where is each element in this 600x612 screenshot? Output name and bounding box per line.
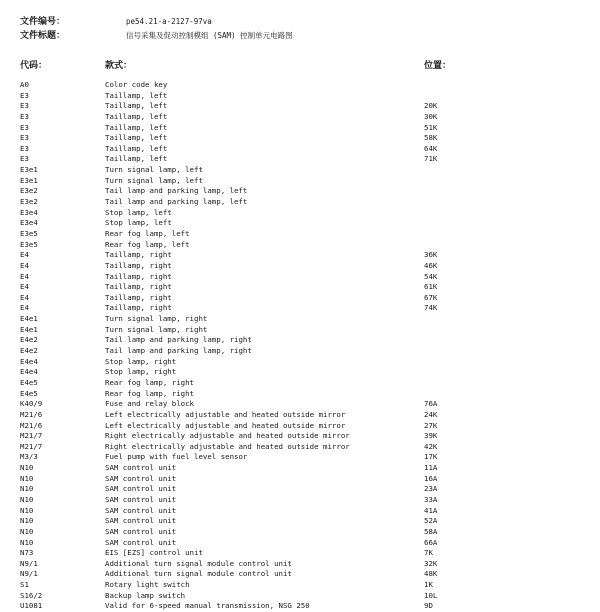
component-description: SAM control unit: [105, 484, 177, 494]
component-position: 66A: [424, 537, 438, 547]
table-row: [0, 399, 600, 410]
component-description: Turn signal lamp, right: [105, 324, 208, 334]
component-code: N10: [20, 463, 34, 473]
component-description: Taillamp, left: [105, 122, 168, 132]
component-description: Additional turn signal module control unit: [105, 558, 292, 568]
doc-number-value: pe54.21-a-2127-97va: [126, 17, 212, 26]
component-code: S16/2: [20, 590, 43, 600]
component-description: SAM control unit: [105, 473, 177, 483]
table-row: [0, 218, 600, 229]
column-header-position: 位置：: [424, 61, 452, 71]
component-description: Rear fog lamp, right: [105, 377, 194, 387]
component-description: Taillamp, left: [105, 101, 168, 111]
component-description: Taillamp, right: [105, 303, 172, 313]
component-description: Taillamp, left: [105, 90, 168, 100]
component-description: Fuse and relay block: [105, 399, 194, 409]
component-description: Taillamp, left: [105, 143, 168, 153]
component-code: E3: [20, 122, 29, 132]
table-row: [0, 293, 600, 304]
component-code: E4e2: [20, 335, 38, 345]
component-position: 17K: [424, 452, 438, 462]
table-row: [0, 186, 600, 197]
component-position: 30K: [424, 111, 438, 121]
component-position: 16A: [424, 473, 438, 483]
table-row: [0, 442, 600, 453]
component-position: 24K: [424, 409, 438, 419]
component-position: 48K: [424, 569, 438, 579]
table-row: [0, 335, 600, 346]
component-description: Turn signal lamp, left: [105, 175, 203, 185]
component-code: E3: [20, 111, 29, 121]
component-code: N10: [20, 526, 34, 536]
table-row: [0, 133, 600, 144]
table-row: [0, 261, 600, 272]
table-row: [0, 463, 600, 474]
component-position: 67K: [424, 292, 438, 302]
component-description: Stop lamp, left: [105, 207, 172, 217]
component-description: SAM control unit: [105, 537, 177, 547]
component-code: E3: [20, 101, 29, 111]
component-code: E3e4: [20, 207, 38, 217]
table-row: [0, 580, 600, 591]
component-description: Tail lamp and parking lamp, right: [105, 346, 252, 356]
table-row: [0, 591, 600, 602]
table-row: [0, 80, 600, 91]
component-code: E4: [20, 271, 29, 281]
component-description: Right electrically adjustable and heated outside mirror: [105, 431, 350, 441]
table-row: [0, 538, 600, 549]
table-row: [0, 250, 600, 261]
component-position: 27K: [424, 420, 438, 430]
table-row: [0, 431, 600, 442]
component-position: 42K: [424, 441, 438, 451]
table-row: [0, 452, 600, 463]
component-code: E3e1: [20, 175, 38, 185]
component-code: E3: [20, 154, 29, 164]
component-description: Left electrically adjustable and heated outside mirror: [105, 420, 346, 430]
component-description: Tail lamp and parking lamp, left: [105, 186, 248, 196]
component-description: SAM control unit: [105, 505, 177, 515]
component-code: E4: [20, 292, 29, 302]
component-description: Turn signal lamp, left: [105, 165, 203, 175]
table-row: [0, 559, 600, 570]
table-row: [0, 346, 600, 357]
component-description: Stop lamp, left: [105, 218, 172, 228]
component-code: E3: [20, 90, 29, 100]
column-header-description: 款式：: [105, 61, 133, 71]
component-code: M21/7: [20, 441, 43, 451]
table-row: [0, 314, 600, 325]
component-code: E4e4: [20, 356, 38, 366]
component-description: SAM control unit: [105, 526, 177, 536]
component-code: E4e2: [20, 346, 38, 356]
table-row: [0, 474, 600, 485]
component-position: 46K: [424, 260, 438, 270]
component-position: 64K: [424, 143, 438, 153]
component-code: N10: [20, 484, 34, 494]
component-code: M21/6: [20, 420, 43, 430]
table-row: [0, 378, 600, 389]
component-code: E3e2: [20, 186, 38, 196]
component-description: SAM control unit: [105, 516, 177, 526]
component-description: Rotary light switch: [105, 580, 190, 590]
component-code: E4: [20, 282, 29, 292]
component-description: Tail lamp and parking lamp, left: [105, 197, 248, 207]
component-code: N9/1: [20, 569, 38, 579]
component-code: E3: [20, 133, 29, 143]
component-description: SAM control unit: [105, 494, 177, 504]
component-code: E4e1: [20, 324, 38, 334]
table-row: [0, 154, 600, 165]
component-position: 54K: [424, 271, 438, 281]
table-row: [0, 357, 600, 368]
component-code: E4e5: [20, 388, 38, 398]
component-description: Fuel pump with fuel level sensor: [105, 452, 248, 462]
table-row: [0, 165, 600, 176]
component-code: M21/7: [20, 431, 43, 441]
column-header-code: 代码：: [20, 61, 48, 71]
component-position: 39K: [424, 431, 438, 441]
table-row: [0, 527, 600, 538]
table-row: [0, 389, 600, 400]
component-position: 23A: [424, 484, 438, 494]
table-row: [0, 176, 600, 187]
component-code: E4: [20, 303, 29, 313]
component-position: 32K: [424, 558, 438, 568]
component-code: A0: [20, 80, 29, 89]
component-code: E4: [20, 250, 29, 260]
doc-title-label: 文件标题：: [20, 31, 66, 41]
table-row: [0, 91, 600, 102]
component-code: N10: [20, 494, 34, 504]
component-code: E3e2: [20, 197, 38, 207]
component-description: Rear fog lamp, right: [105, 388, 194, 398]
component-description: Taillamp, right: [105, 292, 172, 302]
component-code: E4e4: [20, 367, 38, 377]
table-row: [0, 506, 600, 517]
component-code: K40/9: [20, 399, 43, 409]
component-position: 74K: [424, 303, 438, 313]
component-code: E3e4: [20, 218, 38, 228]
table-row: [0, 303, 600, 314]
component-position: 1K: [424, 580, 433, 590]
table-row: [0, 325, 600, 336]
component-position: 20K: [424, 101, 438, 111]
table-row: [0, 516, 600, 527]
table-row: [0, 421, 600, 432]
component-description: Valid for 6-speed manual transmission, NSG 250: [105, 601, 310, 611]
component-description: Taillamp, right: [105, 271, 172, 281]
table-row: [0, 282, 600, 293]
component-code: E4e1: [20, 314, 38, 324]
component-position: 10L: [424, 590, 438, 600]
component-description: Stop lamp, right: [105, 356, 177, 366]
table-row: [0, 484, 600, 495]
component-code: N9/1: [20, 558, 38, 568]
table-row: [0, 569, 600, 580]
component-code: M21/6: [20, 409, 43, 419]
component-position: 71K: [424, 154, 438, 164]
component-description: Color code key: [105, 80, 168, 89]
table-row: [0, 112, 600, 123]
component-position: 11A: [424, 463, 438, 473]
component-code: E3e5: [20, 228, 38, 238]
component-description: Stop lamp, right: [105, 367, 177, 377]
table-row: [0, 101, 600, 112]
component-position: 52A: [424, 516, 438, 526]
component-code: E3e5: [20, 239, 38, 249]
component-code: E4: [20, 260, 29, 270]
component-description: Additional turn signal module control unit: [105, 569, 292, 579]
component-description: Rear fog lamp, left: [105, 228, 190, 238]
component-description: EIS [EZS] control unit: [105, 548, 203, 558]
doc-number-label: 文件编号：: [20, 17, 66, 27]
table-row: [0, 495, 600, 506]
component-description: Turn signal lamp, right: [105, 314, 208, 324]
table-row: [0, 410, 600, 421]
component-description: Taillamp, right: [105, 250, 172, 260]
component-description: Taillamp, left: [105, 154, 168, 164]
table-row: [0, 601, 600, 612]
component-position: 7K: [424, 548, 433, 558]
component-description: Taillamp, right: [105, 282, 172, 292]
component-description: Taillamp, left: [105, 111, 168, 121]
table-row: [0, 208, 600, 219]
table-row: [0, 548, 600, 559]
table-row: [0, 272, 600, 283]
component-position: 51K: [424, 122, 438, 132]
component-position: 9D: [424, 601, 433, 611]
component-code: N73: [20, 548, 34, 558]
table-row: [0, 144, 600, 155]
component-description: Rear fog lamp, left: [105, 239, 190, 249]
table-row: [0, 123, 600, 134]
component-position: 36K: [424, 250, 438, 260]
component-position: 76A: [424, 399, 438, 409]
table-row: [0, 197, 600, 208]
component-table: [0, 80, 600, 612]
table-row: [0, 367, 600, 378]
component-code: N10: [20, 473, 34, 483]
component-code: N10: [20, 516, 34, 526]
component-code: S1: [20, 580, 29, 590]
component-code: E3: [20, 143, 29, 153]
component-description: Left electrically adjustable and heated outside mirror: [105, 409, 346, 419]
component-code: U1081: [20, 601, 43, 611]
component-code: M3/3: [20, 452, 38, 462]
component-code: E4e5: [20, 377, 38, 387]
component-code: N10: [20, 505, 34, 515]
component-description: Tail lamp and parking lamp, right: [105, 335, 252, 345]
component-position: 58K: [424, 133, 438, 143]
component-description: SAM control unit: [105, 463, 177, 473]
component-code: N10: [20, 537, 34, 547]
component-position: 61K: [424, 282, 438, 292]
component-description: Taillamp, left: [105, 133, 168, 143]
component-position: 58A: [424, 526, 438, 536]
component-description: Taillamp, right: [105, 260, 172, 270]
table-row: [0, 229, 600, 240]
doc-title-value: 信号采集及促动控制模组 (SAM) 控制单元电路图: [126, 31, 293, 40]
component-code: E3e1: [20, 165, 38, 175]
component-description: Right electrically adjustable and heated outside mirror: [105, 441, 350, 451]
table-row: [0, 240, 600, 251]
component-description: Backup lamp switch: [105, 590, 186, 600]
component-position: 41A: [424, 505, 438, 515]
component-position: 33A: [424, 494, 438, 504]
